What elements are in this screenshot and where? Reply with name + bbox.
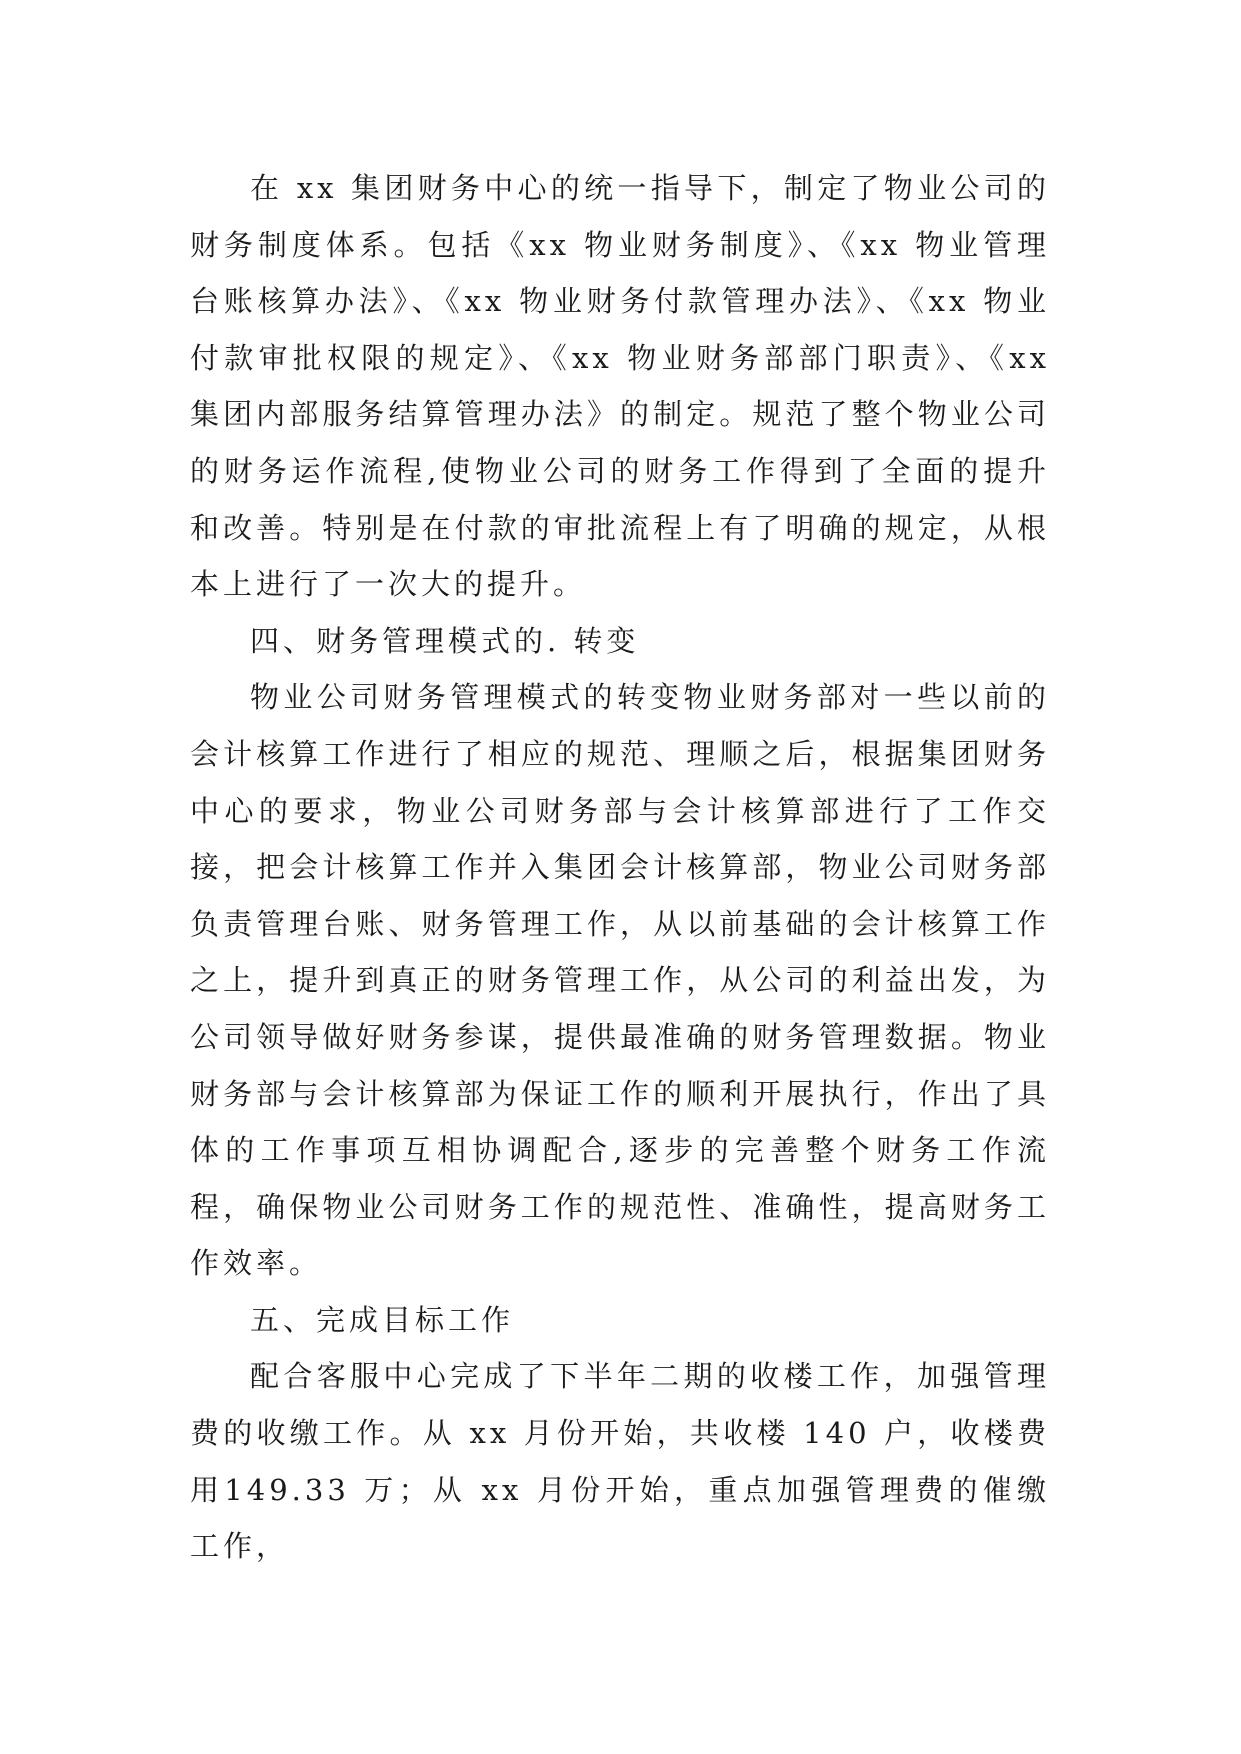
paragraph-management-mode: 物业公司财务管理模式的转变物业财务部对一些以前的会计核算工作进行了相应的规范、理顺之后，根据集团财务中心的要求，物业公司财务部与会计核算部进行了工作交接，把会计核算工作并入集团会计核算部，物业公司财务部负责管理台账、财务管理工作，从以前基础的会计核算工作之上，提升到真正的财务管理工作，从公司的利益出发，为公司领导做好财务参谋，提供最准确的财务管理数据。物业财务部与会计核算部为保证工作的顺利开展执行，作出了具体的工作事项互相协调配合,逐步的完善整个财务工作流程，确保物业公司财务工作的规范性、准确性，提高财务工作效率。 bbox=[190, 680, 1050, 1281]
document-body bbox=[190, 160, 1050, 1575]
paragraph-finance-system: 在 xx 集团财务中心的统一指导下，制定了物业公司的财务制度体系。包括《xx 物业财务制度》、《xx 物业管理台账核算办法》、《xx 物业财务付款管理办法》、《xx 物业付款审批权限的规定》、《xx 物业财务部部门职责》、《xx 集团内部服务结算管理办法》的制定。规范了整个物业公司的财务运作流程,使物业公司的财务工作得到了全面的提升和改善。特别是在付款的审批流程上有了明确的规定，从根本上进行了一次大的提升。 bbox=[190, 171, 1050, 602]
heading-section-five: 五、完成目标工作 bbox=[250, 1302, 515, 1337]
heading-section-four: 四、财务管理模式的. 转变 bbox=[250, 623, 640, 658]
paragraph-target-work: 配合客服中心完成了下半年二期的收楼工作，加强管理费的收缴工作。从 xx 月份开始，共收楼 140 户，收楼费用149.33 万；从 xx 月份开始，重点加强管理费的催缴工作， bbox=[190, 1359, 1050, 1564]
